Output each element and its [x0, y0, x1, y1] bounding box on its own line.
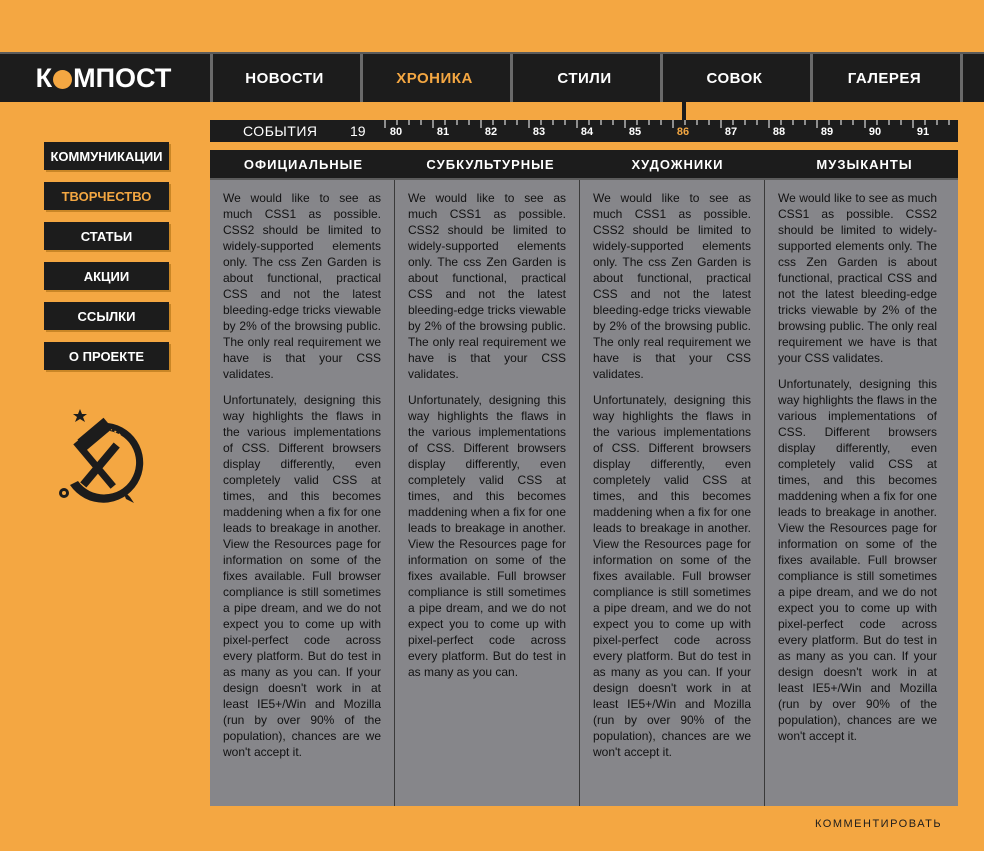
timeline-year-86[interactable]: 86 — [676, 126, 690, 138]
nav-item-sovok[interactable]: СОВОК — [660, 54, 806, 102]
content-panel — [210, 180, 958, 806]
timeline-year-82[interactable]: 82 — [484, 126, 498, 138]
paragraph: We would like to see as much CSS1 as possible. CSS2 should be limited to widely-supported elements only. The css Zen Garden is about functional, practical CSS and not the latest bleeding-edge tricks viewable by 2% of the browsing public. The only real requirement we have is that your CSS validates. — [408, 191, 566, 381]
timeline-century: 19 — [350, 123, 366, 139]
sidebar-item-articles[interactable]: СТАТЬИ — [44, 222, 169, 250]
timeline-year-85[interactable]: 85 — [628, 126, 642, 138]
column-subculture — [395, 180, 580, 806]
comment-link[interactable]: КОММЕНТИРОВАТЬ — [815, 818, 943, 830]
paragraph: We would like to see as much CSS1 as possible. CSS2 should be limited to widely-supported elements only. The css Zen Garden is about functional, practical CSS and not the latest bleeding-edge tricks viewable by 2% of the browsing public. The only real requirement we have is that your CSS validates. — [778, 191, 937, 365]
paragraph: Unfortunately, designing this way highlights the flaws in the various implementations of CSS. Different browsers display differently, even completely valid CSS at times, and this becomes maddening when a fix for one leads to breakage in another. View the Resources page for information on some of the fixes available. Full browser compliance is still sometimes a pipe dream, and we do not expect you to come up with pixel-perfect code across every platform. But do test in as many as you can. If your design doesn't work in at least IE5+/Win and Mozilla (run by over 90% of the population), chances are we won't accept it. — [223, 393, 381, 759]
timeline-year-83[interactable]: 83 — [532, 126, 546, 138]
timeline-year-84[interactable]: 84 — [580, 126, 594, 138]
paragraph: Unfortunately, designing this way highlights the flaws in the various implementations of CSS. Different browsers display differently, even completely valid CSS at times, and this becomes maddening when a fix for one leads to breakage in another. View the Resources page for information on some of the fixes available. Full browser compliance is still sometimes a pipe dream, and we do not expect you to come up with pixel-perfect code across every platform. But do test in as many as you can. — [408, 393, 566, 679]
timeline-label: СОБЫТИЯ — [243, 123, 318, 139]
sidebar-item-creativity[interactable]: ТВОРЧЕСТВО — [44, 182, 169, 210]
timeline-year-80[interactable]: 80 — [389, 126, 403, 138]
paragraph: We would like to see as much CSS1 as possible. CSS2 should be limited to widely-supported elements only. The css Zen Garden is about functional, practical CSS and not the latest bleeding-edge tricks viewable by 2% of the browsing public. The only real requirement we have is that your CSS validates. — [223, 191, 381, 381]
timeline-year-90[interactable]: 90 — [868, 126, 882, 138]
site-logo[interactable] — [0, 54, 207, 102]
main-nav — [210, 54, 982, 102]
timeline-year-88[interactable]: 88 — [772, 126, 786, 138]
nav-item-styles[interactable]: СТИЛИ — [510, 54, 656, 102]
sidebar-item-communications[interactable]: КОММУНИКАЦИИ — [44, 142, 169, 170]
hammer-and-pen-emblem-icon — [48, 405, 158, 505]
column-official — [210, 180, 395, 806]
column-headers — [210, 150, 958, 180]
sidebar-item-actions[interactable]: АКЦИИ — [44, 262, 169, 290]
sidebar-item-links[interactable]: ССЫЛКИ — [44, 302, 169, 330]
paragraph: We would like to see as much CSS1 as possible. CSS2 should be limited to widely-supported elements only. The css Zen Garden is about functional, practical CSS and not the latest bleeding-edge tricks viewable by 2% of the browsing public. The only real requirement we have is that your CSS validates. — [593, 191, 751, 381]
column-artists — [580, 180, 765, 806]
nav-item-gallery[interactable]: ГАЛЕРЕЯ — [810, 54, 956, 102]
nav-divider — [960, 54, 982, 102]
timeline-year-91[interactable]: 91 — [916, 126, 930, 138]
nav-item-chronicle[interactable]: ХРОНИКА — [360, 54, 506, 102]
timeline-year-89[interactable]: 89 — [820, 126, 834, 138]
column-musicians — [765, 180, 950, 806]
logo-text-end: МПОСТ — [73, 62, 172, 93]
logo-text-start: К — [35, 62, 53, 93]
timeline-pointer — [682, 100, 686, 120]
column-title-artists[interactable]: ХУДОЖНИКИ — [631, 156, 724, 172]
nav-item-news[interactable]: НОВОСТИ — [210, 54, 356, 102]
timeline-year-81[interactable]: 81 — [436, 126, 450, 138]
sidebar-item-about[interactable]: О ПРОЕКТЕ — [44, 342, 169, 370]
top-header — [0, 52, 984, 102]
column-title-musicians[interactable]: МУЗЫКАНТЫ — [816, 156, 913, 172]
timeline-year-87[interactable]: 87 — [724, 126, 738, 138]
paragraph: Unfortunately, designing this way highlights the flaws in the various implementations of CSS. Different browsers display differently, even completely valid CSS at times, and this becomes maddening when a fix for one leads to breakage in another. View the Resources page for information on some of the fixes available. Full browser compliance is still sometimes a pipe dream, and we do not expect you to come up with pixel-perfect code across every platform. But do test in as many as you can. If your design doesn't work in at least IE5+/Win and Mozilla (run by over 90% of the population), chances are we won't accept it. — [593, 393, 751, 759]
logo-circle-icon — [53, 70, 72, 89]
timeline — [210, 120, 958, 142]
column-title-subculture[interactable]: СУБКУЛЬТУРНЫЕ — [426, 156, 555, 172]
column-title-official[interactable]: ОФИЦИАЛЬНЫЕ — [243, 156, 364, 172]
paragraph: Unfortunately, designing this way highlights the flaws in the various implementations of CSS. Different browsers display differently, even completely valid CSS at times, and this becomes maddening when a fix for one leads to breakage in another. View the Resources page for information on some of the fixes available. Full browser compliance is still sometimes a pipe dream, and we do not expect you to come up with pixel-perfect code across every platform. But do test in as many as you can. If your design doesn't work in at least IE5+/Win and Mozilla (run by over 90% of the population), chances are we won't accept it. — [778, 377, 937, 743]
